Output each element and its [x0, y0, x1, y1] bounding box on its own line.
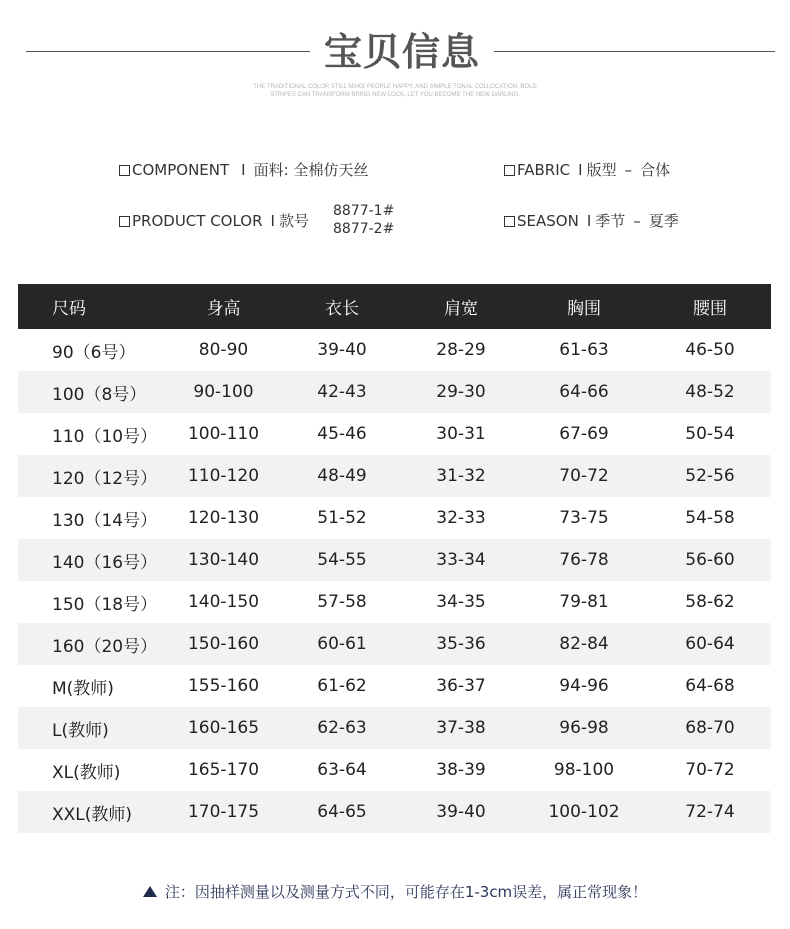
- subtitle-line-2: STRIPES CAN TRANSFORM BRING NEW LOCK, LET YOU BECOME THE NEW DARLING.: [270, 92, 520, 98]
- table-cell: 90-100: [193, 382, 254, 402]
- table-cell: 90（6号）: [52, 342, 136, 363]
- table-cell: 72-74: [685, 802, 735, 822]
- table-cell: 165-170: [187, 760, 260, 780]
- header-length: 衣长: [325, 299, 359, 319]
- table-cell: 82-84: [559, 634, 609, 654]
- table-cell: 57-58: [317, 592, 367, 612]
- table-cell: 54-58: [685, 508, 735, 528]
- table-cell: 60-61: [317, 634, 367, 654]
- table-row: [18, 329, 771, 371]
- table-row: [18, 707, 771, 749]
- table-cell: 46-50: [685, 340, 735, 360]
- table-cell: 52-56: [685, 466, 735, 486]
- table-cell: 33-34: [436, 550, 486, 570]
- table-cell: 54-55: [317, 550, 367, 570]
- table-row: [18, 455, 771, 497]
- table-cell: 61-63: [559, 340, 609, 360]
- table-body: [18, 329, 771, 833]
- title-divider-left: [26, 51, 310, 52]
- table-cell: 29-30: [436, 382, 486, 402]
- table-cell: 79-81: [559, 592, 609, 612]
- warning-triangle-icon: [143, 886, 157, 897]
- table-cell: 70-72: [559, 466, 609, 486]
- style-code-2: 8877-2#: [333, 221, 395, 237]
- table-cell: 150（18号）: [52, 594, 158, 615]
- table-row: [18, 623, 771, 665]
- table-cell: 64-65: [317, 802, 367, 822]
- title-divider-right: [494, 51, 775, 52]
- table-row: [18, 497, 771, 539]
- table-header: [18, 284, 771, 329]
- table-cell: 64-68: [685, 676, 735, 696]
- table-cell: 73-75: [559, 508, 609, 528]
- table-cell: 100（8号）: [52, 384, 147, 405]
- table-cell: 35-36: [436, 634, 486, 654]
- table-cell: 48-52: [685, 382, 735, 402]
- size-table: [18, 284, 771, 833]
- subtitle: [0, 83, 790, 99]
- checkbox-square-icon: [504, 165, 515, 176]
- table-cell: 170-175: [187, 802, 260, 822]
- table-cell: 37-38: [436, 718, 486, 738]
- table-cell: 140（16号）: [52, 552, 158, 573]
- table-row: [18, 371, 771, 413]
- table-cell: 160-165: [187, 718, 260, 738]
- table-cell: 110-120: [187, 466, 260, 486]
- title-section: [0, 28, 790, 78]
- table-cell: 42-43: [317, 382, 367, 402]
- table-cell: 67-69: [559, 424, 609, 444]
- table-cell: 140-150: [187, 592, 260, 612]
- table-cell: 39-40: [317, 340, 367, 360]
- table-cell: 34-35: [436, 592, 486, 612]
- table-cell: 36-37: [436, 676, 486, 696]
- header-shoulder: 肩宽: [444, 299, 478, 319]
- table-cell: 32-33: [436, 508, 486, 528]
- table-cell: 70-72: [685, 760, 735, 780]
- table-row: [18, 413, 771, 455]
- table-cell: 38-39: [436, 760, 486, 780]
- checkbox-square-icon: [119, 165, 130, 176]
- table-cell: 80-90: [198, 340, 249, 360]
- table-cell: 63-64: [317, 760, 367, 780]
- subtitle-line-1: THE TRADITIONAL COLOR STILL MAKE PEOPLE HAPPY, AND SIMPLE TONAL COLLOCATION, BOLD: [253, 84, 537, 90]
- header-waist: 腰围: [693, 299, 727, 319]
- table-row: [18, 665, 771, 707]
- style-code-1: 8877-1#: [333, 203, 395, 219]
- table-cell: 31-32: [436, 466, 486, 486]
- table-cell: 51-52: [317, 508, 367, 528]
- table-cell: 61-62: [317, 676, 367, 696]
- info-component: COMPONENT I 面料: 全棉仿天丝: [119, 160, 368, 180]
- table-cell: 58-62: [685, 592, 735, 612]
- table-row: [18, 581, 771, 623]
- table-cell: 150-160: [187, 634, 260, 654]
- header-height: 身高: [206, 299, 241, 319]
- table-cell: 50-54: [685, 424, 735, 444]
- table-cell: XL(教师): [52, 762, 121, 783]
- checkbox-square-icon: [504, 216, 515, 227]
- table-row: [18, 749, 771, 791]
- table-cell: 56-60: [685, 550, 735, 570]
- table-cell: 155-160: [187, 676, 260, 696]
- table-cell: 39-40: [436, 802, 486, 822]
- page-title: 宝贝信息: [323, 30, 480, 74]
- table-cell: 48-49: [317, 466, 367, 486]
- table-cell: L(教师): [52, 720, 109, 741]
- header-chest: 胸围: [567, 299, 601, 319]
- info-fabric: FABRIC I 版型 – 合体: [504, 160, 670, 180]
- table-cell: 28-29: [436, 340, 486, 360]
- table-cell: 45-46: [317, 424, 367, 444]
- table-row: [18, 791, 771, 833]
- table-cell: 120-130: [187, 508, 260, 528]
- info-season: SEASON I 季节 – 夏季: [504, 211, 679, 231]
- table-cell: 30-31: [436, 424, 486, 444]
- table-cell: 60-64: [685, 634, 735, 654]
- table-cell: 94-96: [559, 676, 609, 696]
- table-cell: 100-102: [548, 802, 620, 822]
- checkbox-square-icon: [119, 216, 130, 227]
- table-cell: 64-66: [559, 382, 609, 402]
- table-cell: M(教师): [52, 678, 114, 699]
- header-size: 尺码: [52, 299, 86, 319]
- table-cell: XXL(教师): [52, 804, 133, 825]
- table-cell: 96-98: [559, 718, 609, 738]
- info-product-color: PRODUCT COLOR I 款号: [119, 211, 309, 231]
- footnote-text: 注：因抽样测量以及测量方式不同，可能存在1-3cm误差，属正常现象！: [164, 883, 648, 901]
- table-cell: 120（12号）: [52, 468, 158, 489]
- table-cell: 68-70: [685, 718, 735, 738]
- table-cell: 160（20号）: [52, 636, 158, 657]
- table-cell: 98-100: [553, 760, 615, 780]
- table-cell: 130（14号）: [52, 510, 158, 531]
- table-cell: 100-110: [187, 424, 260, 444]
- table-cell: 76-78: [559, 550, 609, 570]
- table-cell: 110（10号）: [52, 426, 158, 447]
- table-cell: 62-63: [317, 718, 367, 738]
- table-cell: 130-140: [187, 550, 260, 570]
- table-row: [18, 539, 771, 581]
- footnote: [0, 882, 790, 902]
